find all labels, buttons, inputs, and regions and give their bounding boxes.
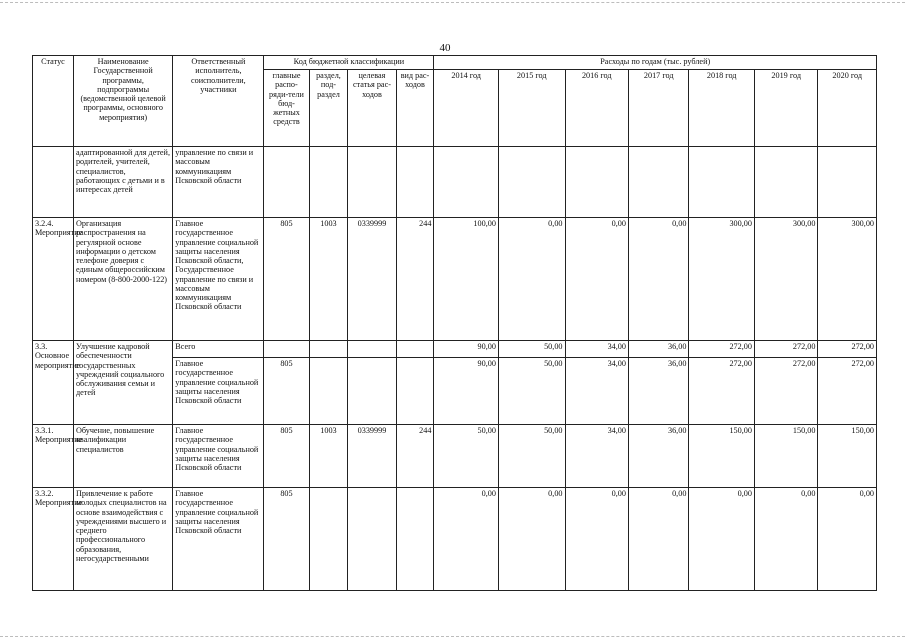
cell-section: 1003 [309,425,348,488]
cell-name: Улучшение кадровой обеспеченности государственных учреждений социального обслуживания семьи и детей [73,341,172,425]
cell-2015: 50,00 [498,341,565,358]
header-year-2015: 2015 год [498,70,565,147]
cell-2014: 100,00 [434,218,499,341]
scan-edge-top [0,2,905,3]
cell-name: Организация распространения на регулярной основе информации о детском телефоне доверия с единым общероссийским номером (8-800-2000-122) [73,218,172,341]
cell-executor: Главное государственное управление социальной защиты населения Псковской области [173,358,264,425]
cell-grbs: 805 [264,358,309,425]
cell-grbs [264,341,309,358]
cell-article: 0339999 [348,218,396,341]
cell-executor: управление по связи и массовым коммуникациям Псковской области [173,147,264,218]
cell-2017 [628,147,688,218]
cell-2017: 36,00 [628,358,688,425]
cell-executor: Главное государственное управление социальной защиты населения Псковской области [173,488,264,591]
cell-2020: 272,00 [818,358,877,425]
cell-2017: 36,00 [628,341,688,358]
cell-2014: 50,00 [434,425,499,488]
cell-2019: 150,00 [754,425,817,488]
cell-status: 3.3. Основное мероприятие [33,341,74,425]
cell-2014: 90,00 [434,341,499,358]
cell-name: Привлечение к работе молодых специалистов на основе взаимодействия с учреждениями высшего и среднего профессионального образования, негосударственными [73,488,172,591]
header-year-2018: 2018 год [689,70,755,147]
cell-kind [396,341,434,358]
cell-2014 [434,147,499,218]
cell-grbs: 805 [264,218,309,341]
budget-table [32,55,877,591]
cell-kind [396,147,434,218]
cell-2016: 0,00 [565,488,628,591]
cell-2015 [498,147,565,218]
cell-section: 1003 [309,218,348,341]
cell-section [309,488,348,591]
header-year-2019: 2019 год [754,70,817,147]
cell-2014: 90,00 [434,358,499,425]
page-number: 40 [439,42,451,54]
cell-grbs: 805 [264,488,309,591]
cell-2020: 300,00 [818,218,877,341]
header-year-2014: 2014 год [434,70,499,147]
table-row-3-3-2 [33,488,877,591]
cell-section [309,147,348,218]
cell-kind [396,488,434,591]
header-year-2017: 2017 год [628,70,688,147]
cell-article [348,358,396,425]
cell-2020: 150,00 [818,425,877,488]
cell-2020: 272,00 [818,341,877,358]
table-row-3-3-1 [33,425,877,488]
cell-executor: Всего [173,341,264,358]
cell-section [309,341,348,358]
cell-kind: 244 [396,425,434,488]
cell-executor: Главное государственное управление социальной защиты населения Псковской области, Государственное управление по связи и массовым коммуникациям Псковской области [173,218,264,341]
header-grbs: главные распо-ряди-тели бюд-жетных средств [264,70,309,147]
header-status: Статус [33,56,74,147]
cell-2017: 36,00 [628,425,688,488]
cell-name: Обучение, повышение квалификации специалистов [73,425,172,488]
cell-status [33,147,74,218]
cell-2018: 272,00 [689,341,755,358]
header-expenses: Расходы по годам (тыс. рублей) [434,56,877,70]
header-kind: вид рас-ходов [396,70,434,147]
header-name: Наименование Государственной программы, подпрограммы (ведомственной целевой программы, основного мероприятия) [73,56,172,147]
cell-name: адаптированной для детей, родителей, учителей, специалистов, работающих с детьми и в интересах детей [73,147,172,218]
cell-grbs [264,147,309,218]
cell-article [348,488,396,591]
cell-2017: 0,00 [628,218,688,341]
scan-edge-bottom [0,636,905,637]
header-year-2020: 2020 год [818,70,877,147]
cell-2016: 34,00 [565,425,628,488]
cell-2016: 34,00 [565,358,628,425]
cell-status: 3.3.2. Мероприятие [33,488,74,591]
header-article: целевая статья рас-ходов [348,70,396,147]
cell-2018: 272,00 [689,358,755,425]
cell-2020 [818,147,877,218]
cell-section [309,358,348,425]
table-row-3-3-total [33,341,877,358]
header-row-groups [33,56,877,70]
cell-2019 [754,147,817,218]
cell-2019: 0,00 [754,488,817,591]
cell-2018 [689,147,755,218]
cell-2015: 0,00 [498,218,565,341]
cell-2018: 150,00 [689,425,755,488]
header-executor: Ответственный исполнитель, соисполнители, участники [173,56,264,147]
cell-2019: 300,00 [754,218,817,341]
cell-2016 [565,147,628,218]
cell-status: 3.3.1. Мероприятие [33,425,74,488]
cell-2016: 34,00 [565,341,628,358]
header-section: раздел, под-раздел [309,70,348,147]
cell-status: 3.2.4. Мероприятие [33,218,74,341]
cell-grbs: 805 [264,425,309,488]
cell-article [348,341,396,358]
cell-2020: 0,00 [818,488,877,591]
header-budget-code: Код бюджетной классификации [264,56,434,70]
cell-2015: 50,00 [498,358,565,425]
cell-article: 0339999 [348,425,396,488]
table-row-3-2-4 [33,218,877,341]
cell-2017: 0,00 [628,488,688,591]
cell-2015: 50,00 [498,425,565,488]
cell-2019: 272,00 [754,341,817,358]
cell-executor: Главное государственное управление социальной защиты населения Псковской области [173,425,264,488]
table-row-continuation [33,147,877,218]
header-year-2016: 2016 год [565,70,628,147]
cell-kind [396,358,434,425]
cell-kind: 244 [396,218,434,341]
cell-2016: 0,00 [565,218,628,341]
cell-2018: 300,00 [689,218,755,341]
cell-article [348,147,396,218]
cell-2019: 272,00 [754,358,817,425]
cell-2014: 0,00 [434,488,499,591]
cell-2015: 0,00 [498,488,565,591]
cell-2018: 0,00 [689,488,755,591]
